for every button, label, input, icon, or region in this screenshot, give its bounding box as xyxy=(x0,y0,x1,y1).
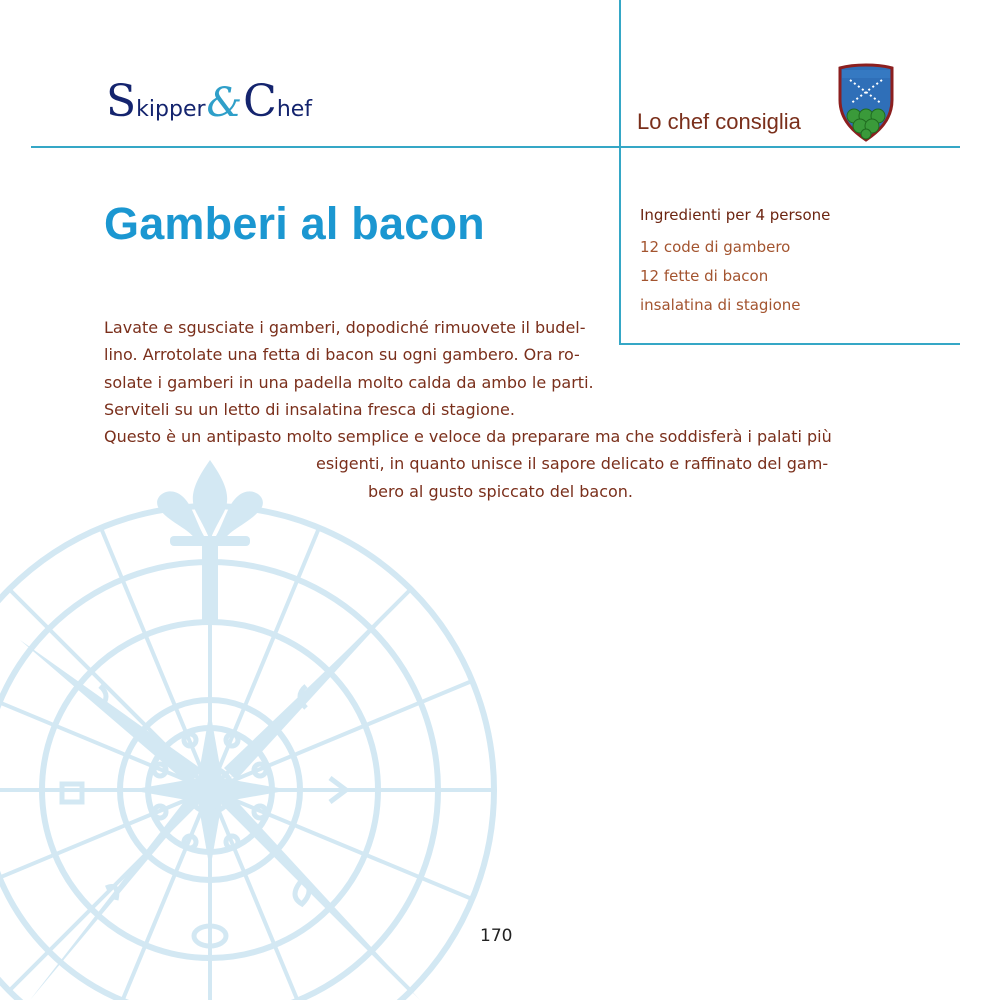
header-rule xyxy=(31,146,960,148)
body-line: esigenti, in quanto unisce il sapore delicato e raffinato del gam- xyxy=(316,454,829,474)
recipe-body xyxy=(104,314,832,505)
body-line: Serviteli su un letto di insalatina fresca di stagione. xyxy=(104,399,515,419)
brand-chef-rest: hef xyxy=(276,97,313,122)
sidebar-rule-vertical xyxy=(619,0,621,345)
brand-ampersand: & xyxy=(206,80,243,126)
ingredient-item: insalatina di stagione xyxy=(640,296,801,314)
body-line: Lavate e sgusciate i gamberi, dopodiché rimuovete il budel- xyxy=(104,318,586,337)
recipe-title: Gamberi al bacon xyxy=(104,198,485,249)
body-line: lino. Arrotolate una fetta di bacon su ogni gambero. Ora ro- xyxy=(104,345,580,365)
ingredients-heading: Ingredienti per 4 persone xyxy=(640,206,831,224)
compass-rose-watermark xyxy=(0,440,520,1000)
ingredient-item: 12 fette di bacon xyxy=(640,267,769,285)
body-line: bero al gusto spiccato del bacon. xyxy=(368,481,634,501)
brand-logo xyxy=(106,76,313,127)
shield-crest-icon xyxy=(834,60,898,142)
brand-chef-initial: C xyxy=(243,76,277,127)
brand-skipper-rest: kipper xyxy=(136,97,206,122)
section-title: Lo chef consiglia xyxy=(637,109,801,134)
body-line: solate i gamberi in una padella molto calda da ambo le parti. xyxy=(104,372,594,392)
page-number: 170 xyxy=(480,926,513,946)
body-line: Questo è un antipasto molto semplice e veloce da preparare ma che soddisferà i palati più xyxy=(104,427,832,447)
ingredient-item: 12 code di gambero xyxy=(640,238,791,256)
brand-skipper-initial: S xyxy=(106,76,137,127)
